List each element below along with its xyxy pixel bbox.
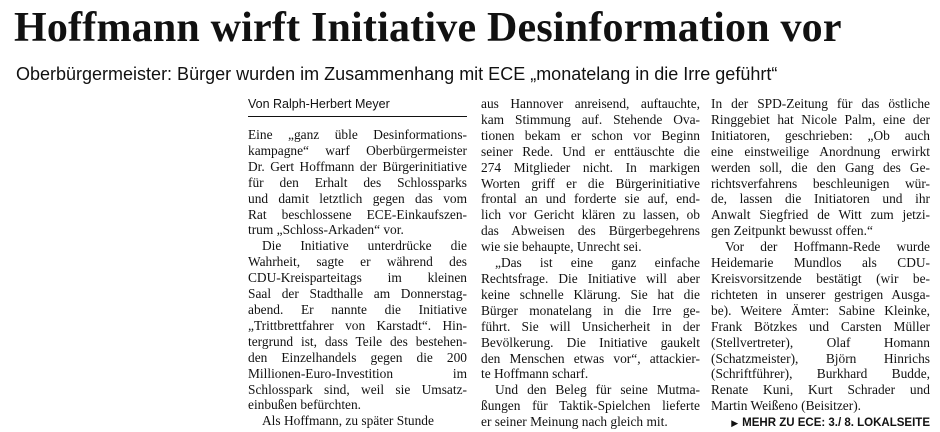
article-line: Ringgebiet hat Nicole Palm, eine der: [711, 111, 930, 127]
article-line: Dr. Gert Hoffmann der Bürgerinitiative: [248, 158, 467, 174]
article-line: (Schatzmeister), Björn Hinrichs: [711, 350, 930, 366]
article-line: be). Weitere Ämter: Sabine Kleinke,: [711, 302, 930, 318]
article-line: Frank Bötzkes und Carsten Müller: [711, 318, 930, 334]
article-line: gen Zeitpunkt bewusst offen.“: [711, 223, 873, 239]
article-line: te Hoffmann scharf.: [481, 366, 589, 382]
article-line: Renate Kuni, Kurt Schrader und: [711, 382, 930, 398]
article-line: Rat beschlossene ECE-Einkaufszen-: [248, 206, 467, 222]
article-line: wie sie behaupte, Unrecht sei.: [481, 239, 642, 255]
cross-reference: [711, 416, 930, 432]
article-line: richtsverfahrens beschleunigen wür-: [711, 175, 930, 191]
article-line: das Abweisen des Bürgerbegehrens: [481, 223, 700, 239]
article-line: Und den Beleg für seine Mutma-: [495, 382, 700, 398]
article-line: trum „Schloss-Arkaden“ vor.: [248, 222, 404, 238]
byline: Von Ralph-Herbert Meyer: [248, 96, 467, 117]
article-line: abend. Er nannte die Initiative: [248, 301, 467, 317]
article-line: Wahrheit, sagte er während des: [248, 254, 467, 270]
article-line: Bürger monatelang in die Irre ge-: [481, 302, 700, 318]
article-line: den Menschen etwas vor“, attackier-: [481, 350, 700, 366]
article-line: kampagne“ warf Oberbürgermeister: [248, 142, 467, 158]
article-column-3: [711, 96, 930, 432]
article-line: Die Initiative unterdrücke die: [262, 238, 467, 254]
article-line: tionen bekam er schon vor Beginn: [481, 127, 700, 143]
triangle-right-icon: ▶: [731, 418, 739, 429]
article-line: einbußen befürchten.: [248, 397, 362, 413]
article-line: Rechtsfrage. Die Initiative will aber: [481, 270, 700, 286]
article-line: tergrund ist, dass Teile des bestehen-: [248, 333, 467, 349]
article-line: „Trittbrettfahrer von Karstadt“. Hin-: [248, 317, 467, 333]
article-line: Eine „ganz üble Desinformations-: [248, 127, 467, 142]
article-line: Millionen-Euro-Investition im: [248, 365, 467, 381]
article-line: In der SPD-Zeitung für das östliche: [711, 96, 930, 111]
article-line: frontal an und forderte sie auf, end-: [481, 191, 700, 207]
article-line: aus Hannover anreisend, auftauchte,: [481, 96, 700, 111]
article-line: (Stellvertreter), Olaf Homann: [711, 334, 930, 350]
article-column-1: [248, 96, 467, 429]
article-line: de, lassen die Initiatoren und ihr: [711, 191, 930, 207]
article-line: Anwalt Siegfried de Witt zum jetzi-: [711, 207, 930, 223]
article-line: CDU-Kreisparteitags im kleinen: [248, 270, 467, 286]
article-line: führt. Sie will Unsicherheit in der: [481, 318, 700, 334]
article-line: ßungen für Taktik-Spielchen lieferte: [481, 398, 700, 414]
article-line: Vor der Hoffmann-Rede wurde: [725, 239, 930, 255]
article-line: (Schriftführer), Burkhard Budde,: [711, 366, 930, 382]
subheadline: Oberbürgermeister: Bürger wurden im Zusammenhang mit ECE „monatelang in die Irre geführt“: [16, 64, 778, 84]
article-line: Bevölkerung. Die Initiative gaukelt: [481, 334, 700, 350]
article-line: Kreisvorsitzende bestätigt (wir be-: [711, 270, 930, 286]
article-line: eine einstweilige Anordnung erwirkt: [711, 143, 930, 159]
article-line: keine schnelle Klärung. Sie hat die: [481, 286, 700, 302]
article-line: den Einzelhandels gegen die 200: [248, 349, 467, 365]
article-line: Heidemarie Mundlos als CDU-: [711, 255, 930, 271]
article-line: Als Hoffmann, zu später Stunde: [262, 413, 434, 429]
article-line: Martin Weißeno (Beisitzer).: [711, 398, 862, 414]
article-line: kam Stimmung auf. Stehende Ova-: [481, 111, 700, 127]
article-line: er seiner Meinung nach gleich mit.: [481, 414, 668, 430]
article-line: seiner Rede. Und er enttäuschte die: [481, 143, 700, 159]
article-column-2: [481, 96, 700, 430]
article-line: 274 Mitglieder nicht. In markigen: [481, 159, 700, 175]
article-line: für den Erhalt des Schlossparks: [248, 174, 467, 190]
article-line: werden soll, die den Gang des Ge-: [711, 159, 930, 175]
article-line: Initiatoren, geschrieben: „Ob auch: [711, 127, 930, 143]
cross-reference-text: MEHR ZU ECE: 3./ 8. LOKALSEITE: [742, 417, 930, 430]
article-line: „Das ist eine ganz einfache: [495, 255, 700, 271]
article-line: Worten griff er die Bürgerinitiative: [481, 175, 700, 191]
article-line: lich vor Gericht klären zu lassen, ob: [481, 207, 700, 223]
article-line: Schlosspark sind, weil sie Umsatz-: [248, 381, 467, 397]
article-line: richteten in unserer gestrigen Ausga-: [711, 286, 930, 302]
headline: Hoffmann wirft Initiative Desinformation vor: [14, 5, 842, 51]
article-line: Saal der Stadthalle am Donnerstag-: [248, 286, 467, 302]
article-line: und damit letztlich gegen das vom: [248, 190, 467, 206]
